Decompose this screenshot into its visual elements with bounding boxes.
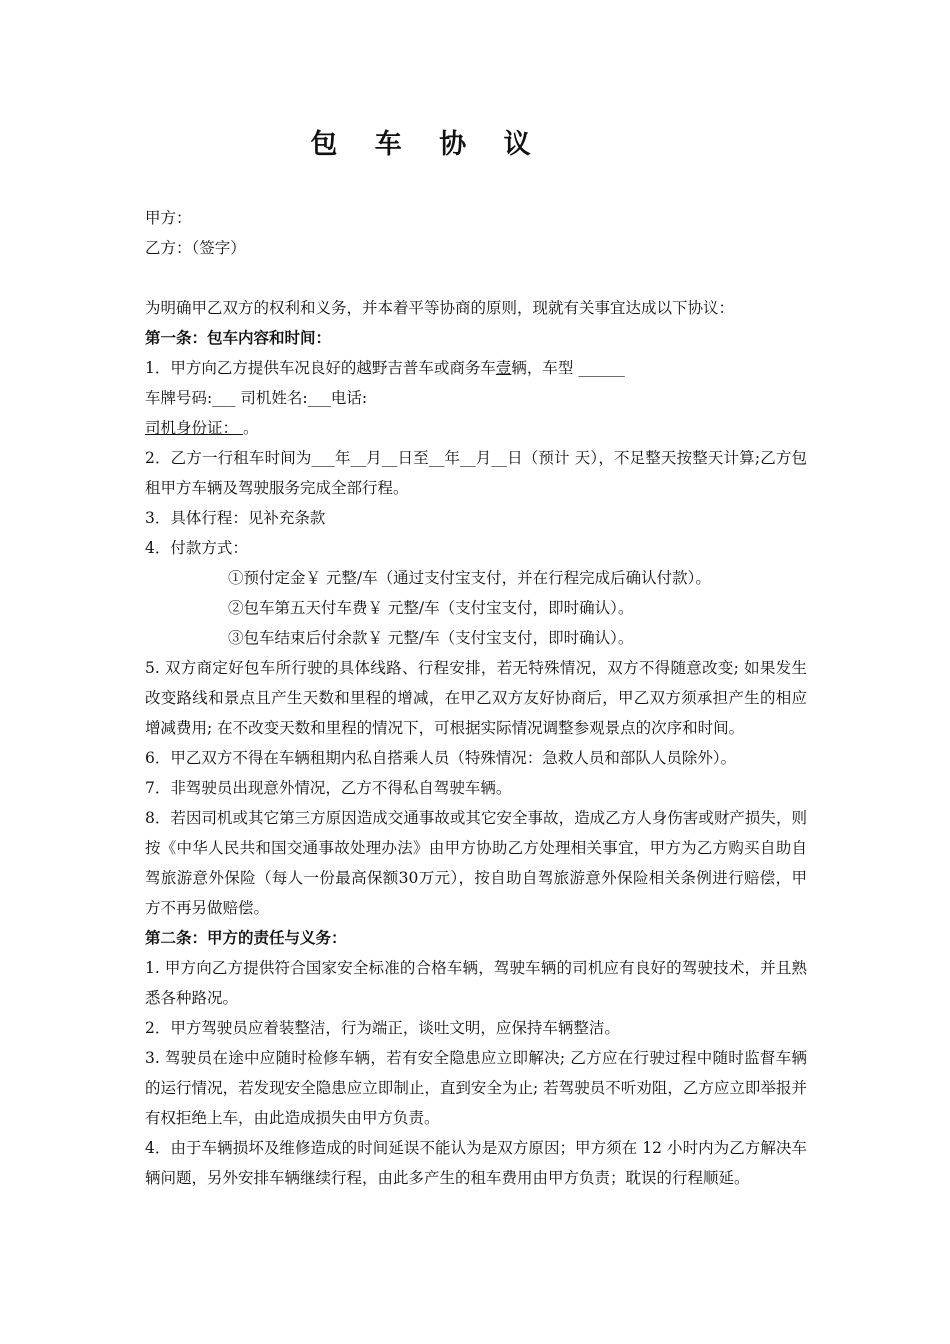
payment-deposit: ①预付定金￥ 元整/车（通过支付宝支付，并在行程完成后确认付款）。 — [228, 569, 711, 587]
driver-id-end: 。 — [242, 419, 259, 437]
article1-item5: 5. 双方商定好包车所行驶的具体线路、行程安排，若无特殊情况，双方不得随意改变; 如果发生改变路线和景点且产生天数和里程的增减，在甲乙双方友好协商后，甲乙双方须承担产生的相应增减费用; 在不改变天数和里程的情况下，可根据实际情况调整参观景点的次序和时间。 — [145, 659, 807, 737]
payment-balance: ③包车结束后付余款￥ 元整/车（支付宝支付，即时确认）。 — [228, 629, 634, 647]
article1-item6: 6．甲乙双方不得在车辆租期内私自搭乘人员（特殊情况：急救人员和部队人员除外）。 — [145, 749, 737, 767]
party-a-line: 甲方： — [145, 209, 192, 227]
article2-item2: 2．甲方驾驶员应着装整洁，行为端正，谈吐文明，应保持车辆整洁。 — [145, 1019, 620, 1037]
article2-item3: 3. 驾驶员在途中应随时检修车辆，若有安全隐患应立即解决; 乙方应在行驶过程中随时监督车辆的运行情况，若发现安全隐患应立即制止，直到安全为止; 若驾驶员不听劝阻，乙方应立即举报并有权拒绝上车，由此造成损失由甲方负责。 — [145, 1049, 807, 1127]
item1-text: 1．甲方向乙方提供车况良好的越野吉普车或商务车 — [145, 359, 496, 377]
article1-heading: 第一条：包车内容和时间： — [145, 328, 332, 347]
driver-id-line — [145, 413, 807, 443]
item1-model: 辆，车型 ______ — [511, 359, 625, 377]
article2-heading: 第二条：甲方的责任与义务： — [145, 928, 347, 947]
intro-paragraph: 为明确甲乙双方的权利和义务，并本着平等协商的原则，现就有关事宜达成以下协议： — [145, 299, 735, 317]
payment-day5: ②包车第五天付车费￥ 元整/车（支付宝支付，即时确认）。 — [228, 599, 634, 617]
article1-item4: 4．付款方式： — [145, 539, 248, 557]
document-title: 包 车 协 议 — [310, 129, 545, 160]
article1-item2: 2．乙方一行租车时间为___年__月__日至__年__月__日（预计 天），不足整天按整天计算;乙方包租甲方车辆及驾驶服务完成全部行程。 — [145, 449, 807, 497]
document-body — [145, 203, 807, 1193]
article2-item1: 1. 甲方向乙方提供符合国家安全标准的合格车辆，驾驶车辆的司机应有良好的驾驶技术，并且熟悉各种路况。 — [145, 959, 807, 1007]
party-b-line: 乙方：（签字） — [145, 239, 246, 257]
article1-item1 — [145, 353, 807, 383]
vehicle-count: 壹 — [495, 359, 512, 377]
article2-item4: 4．由于车辆损坏及维修造成的时间延误不能认为是双方原因；甲方须在 12 小时内为乙方解决车辆问题，另外安排车辆继续行程，由此多产生的租车费用由甲方负责；耽误的行程顺延。 — [145, 1139, 807, 1187]
spacer — [145, 263, 807, 293]
plate-driver-line: 车牌号码:___ 司机姓名:___电话: — [145, 389, 368, 407]
driver-id-label: 司机身份证： — [145, 419, 243, 437]
article1-item8: 8．若因司机或其它第三方原因造成交通事故或其它安全事故，造成乙方人身伤害或财产损失，则按《中华人民共和国交通事故处理办法》由甲方协助乙方处理相关事宜，甲方为乙方购买自助自驾旅游意外保险（每人一份最高保额30万元），按自助自驾旅游意外保险相关条例进行赔偿，甲方不再另做赔偿。 — [145, 809, 807, 917]
article1-item3: 3．具体行程：见补充条款 — [145, 509, 326, 527]
article1-item7: 7．非驾驶员出现意外情况，乙方不得私自驾驶车辆。 — [145, 779, 512, 797]
